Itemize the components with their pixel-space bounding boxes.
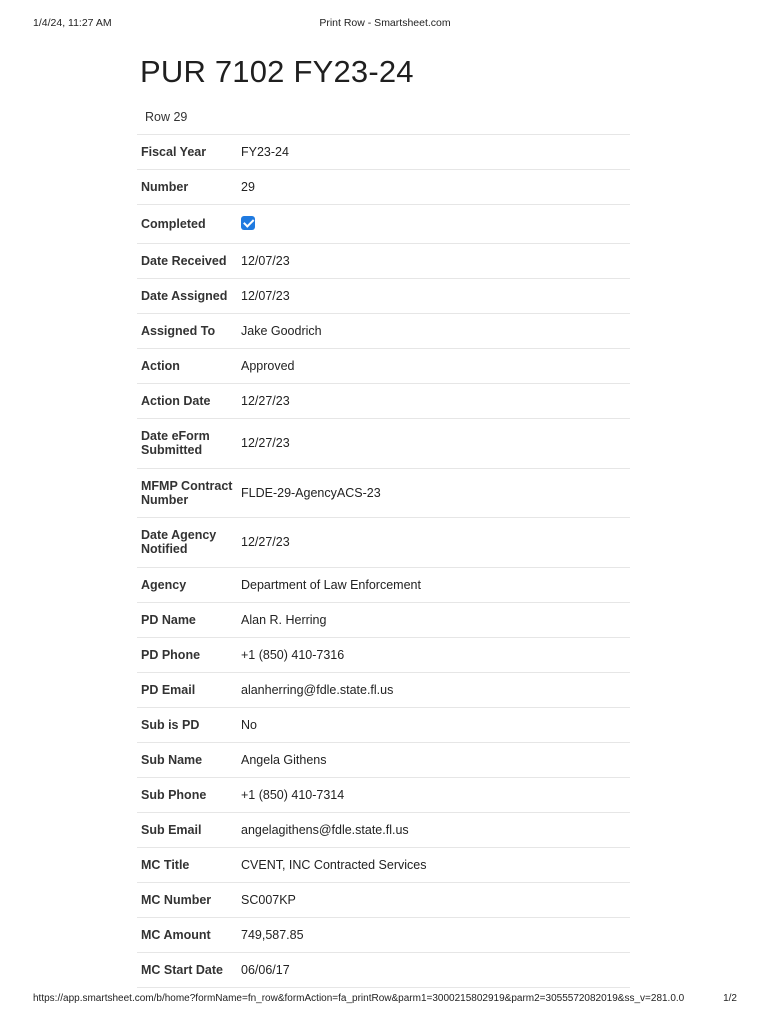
field-value: +1 (850) 410-7316 — [241, 647, 345, 662]
field-row — [137, 135, 630, 170]
field-label: PD Name — [141, 612, 196, 627]
field-label: Sub is PD — [141, 717, 200, 732]
field-label: MC Amount — [141, 927, 211, 942]
print-page-title: Print Row - Smartsheet.com — [319, 17, 451, 29]
field-row — [137, 244, 630, 279]
field-value: Department of Law Enforcement — [241, 577, 421, 592]
field-row — [137, 603, 630, 638]
field-row — [137, 638, 630, 673]
field-label: MC Title — [141, 857, 190, 872]
field-value: 12/27/23 — [241, 436, 290, 451]
field-value: No — [241, 717, 257, 732]
field-value: 12/27/23 — [241, 535, 290, 550]
print-timestamp: 1/4/24, 11:27 AM — [33, 17, 112, 29]
field-value: alanherring@fdle.state.fl.us — [241, 682, 394, 697]
print-url: https://app.smartsheet.com/b/home?formName=fn_row&formAction=fa_printRow&parm1=3000215802919&parm2=3055572082019&ss_v=281.0.0 — [33, 993, 685, 1004]
field-row — [137, 778, 630, 813]
field-label: Sub Name — [141, 752, 203, 767]
field-label: Agency — [141, 577, 187, 592]
completed-checkbox[interactable] — [241, 216, 255, 230]
field-row — [137, 170, 630, 205]
field-row — [137, 918, 630, 953]
row-label: Row 29 — [145, 110, 188, 124]
field-label: Number — [141, 180, 189, 194]
field-value: FY23-24 — [241, 145, 289, 159]
field-value: angelagithens@fdle.state.fl.us — [241, 822, 409, 837]
field-value: FLDE-29-AgencyACS-23 — [241, 485, 381, 500]
field-label: Date eForm Submitted — [141, 429, 210, 458]
field-row — [137, 743, 630, 778]
field-row — [137, 708, 630, 743]
field-value: 06/06/17 — [241, 962, 290, 977]
field-value: CVENT, INC Contracted Services — [241, 857, 427, 872]
field-row — [137, 314, 630, 349]
field-label: Date Received — [141, 254, 227, 268]
field-value: 12/07/23 — [241, 254, 290, 268]
field-value: 12/07/23 — [241, 289, 290, 303]
field-row — [137, 349, 630, 384]
field-label: Assigned To — [141, 324, 216, 338]
field-label: Action Date — [141, 394, 211, 408]
field-label: MC Start Date — [141, 962, 223, 977]
field-value: Alan R. Herring — [241, 612, 327, 627]
field-row — [137, 384, 630, 419]
field-row — [137, 883, 630, 918]
field-value: 749,587.85 — [241, 927, 304, 942]
page-number: 1/2 — [723, 993, 737, 1004]
field-row — [137, 518, 630, 568]
field-label: Date Assigned — [141, 289, 228, 303]
field-value: 12/27/23 — [241, 394, 290, 408]
field-value: Angela Githens — [241, 752, 327, 767]
field-row — [137, 279, 630, 314]
field-label: Sub Email — [141, 822, 202, 837]
field-value: SC007KP — [241, 892, 296, 907]
field-label: MFMP Contract Number — [141, 478, 233, 507]
field-row — [137, 469, 630, 519]
field-label: Completed — [141, 217, 206, 231]
field-value: Jake Goodrich — [241, 324, 322, 338]
field-row — [137, 568, 630, 603]
field-row — [137, 953, 630, 988]
field-value — [241, 216, 255, 233]
field-value: +1 (850) 410-7314 — [241, 787, 345, 802]
print-header — [33, 17, 737, 33]
print-footer — [33, 993, 737, 1009]
field-label: MC Number — [141, 892, 212, 907]
row-fields — [137, 134, 630, 988]
field-value: 29 — [241, 180, 255, 194]
field-row — [137, 673, 630, 708]
field-row — [137, 813, 630, 848]
field-label: Sub Phone — [141, 787, 207, 802]
field-label: Action — [141, 359, 180, 373]
sheet-title: PUR 7102 FY23-24 — [140, 54, 414, 89]
field-label: Fiscal Year — [141, 145, 207, 159]
field-row — [137, 848, 630, 883]
field-row — [137, 419, 630, 469]
field-label: Date Agency Notified — [141, 528, 217, 557]
field-row — [137, 205, 630, 244]
field-label: PD Email — [141, 682, 196, 697]
field-value: Approved — [241, 359, 295, 373]
field-label: PD Phone — [141, 647, 201, 662]
